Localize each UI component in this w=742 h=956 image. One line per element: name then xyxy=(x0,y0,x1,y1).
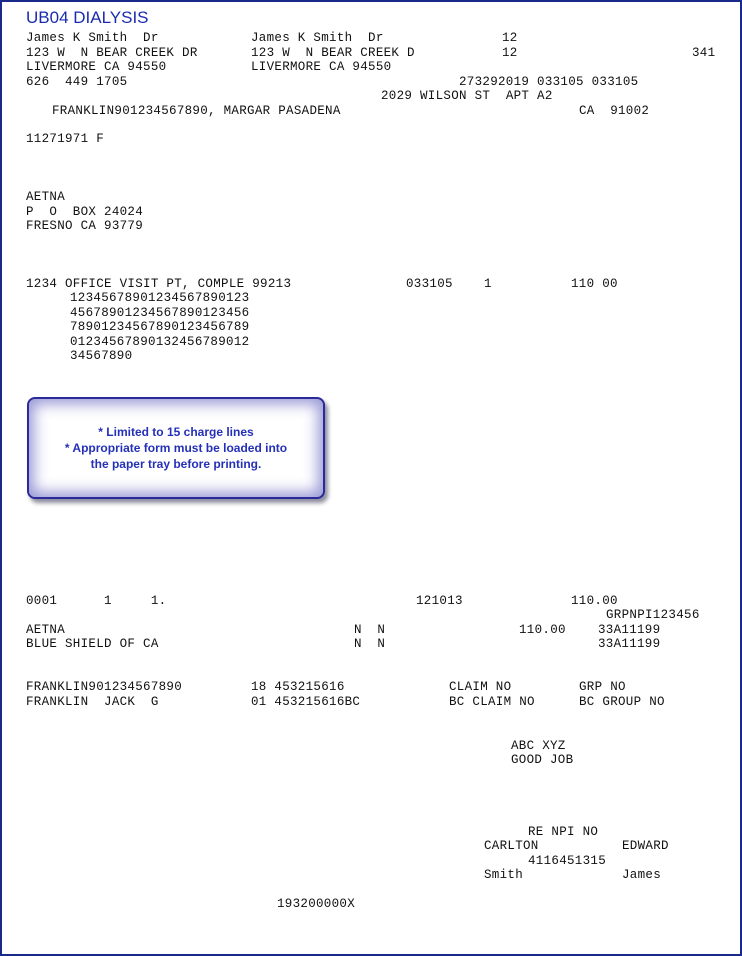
note-line-2: * Appropriate form must be loaded into xyxy=(64,441,288,455)
operating-first: James xyxy=(622,868,662,882)
insured-2-id: 01 453215616BC xyxy=(251,695,361,709)
patient-name-city: FRANKLIN901234567890, MARGAR PASADENA xyxy=(52,104,341,118)
insured-1-grp: GRP NO xyxy=(579,680,626,694)
insured-2-grp: BC GROUP NO xyxy=(579,695,665,709)
payer-a-amount: 110.00 xyxy=(519,623,566,637)
printing-note-box xyxy=(27,397,325,499)
total-page: 0001 1 1. xyxy=(26,594,167,608)
payer-b-flags: N N xyxy=(354,637,386,651)
insured-2-claim: BC CLAIM NO xyxy=(449,695,535,709)
payer-a-id: 33A11199 xyxy=(598,623,661,637)
charge-units: 1 xyxy=(484,277,492,291)
birthdate-sex: 11271971 F xyxy=(26,132,105,146)
payer-city: FRESNO CA 93779 xyxy=(26,219,144,233)
employer-1: ABC XYZ xyxy=(511,739,566,753)
insured-1-name: FRANKLIN901234567890 xyxy=(26,680,183,694)
charge-line-1: 1234 OFFICE VISIT PT, COMPLE 99213 xyxy=(26,277,292,291)
note-line-3: the paper tray before printing. xyxy=(90,457,262,471)
employer-2: GOOD JOB xyxy=(511,753,574,767)
patient-street: 2029 WILSON ST APT A2 xyxy=(381,89,553,103)
field-12-a: 12 xyxy=(502,31,518,45)
provider-city-1: LIVERMORE CA 94550 xyxy=(26,60,167,74)
attending-last: CARLTON xyxy=(484,839,539,853)
insured-2-name: FRANKLIN JACK G xyxy=(26,695,159,709)
insured-1-claim: CLAIM NO xyxy=(449,680,512,694)
field-12-b: 12 xyxy=(502,46,518,60)
operating-last: Smith xyxy=(484,868,524,882)
provider-addr-2: 123 W N BEAR CREEK D xyxy=(251,46,415,60)
payer-b-name: BLUE SHIELD OF CA xyxy=(26,637,159,651)
provider-phone: 626 449 1705 xyxy=(26,75,128,89)
payer-name: AETNA xyxy=(26,190,66,204)
field-341: 341 xyxy=(692,46,716,60)
group-npi: GRPNPI123456 xyxy=(606,608,700,622)
charge-desc-3: 78901234567890123456789 xyxy=(70,320,250,334)
charge-desc-4: 01234567890132456789012 xyxy=(70,335,250,349)
payer-a-name: AETNA xyxy=(26,623,66,637)
charge-desc-2: 45678901234567890123456 xyxy=(70,306,250,320)
attending-first: EDWARD xyxy=(622,839,669,853)
charge-desc-5: 34567890 xyxy=(70,349,133,363)
taxonomy-code: 193200000X xyxy=(277,897,356,911)
attending-npi-label: RE NPI NO xyxy=(528,825,599,839)
payer-a-flags: N N xyxy=(354,623,386,637)
charge-amount: 110 00 xyxy=(571,277,618,291)
attending-npi: 4116451315 xyxy=(528,854,607,868)
payer-box: P O BOX 24024 xyxy=(26,205,144,219)
charge-desc-1: 12345678901234567890123 xyxy=(70,291,250,305)
total-date: 121013 xyxy=(416,594,463,608)
insured-1-id: 18 453215616 xyxy=(251,680,345,694)
provider-name-1: James K Smith Dr xyxy=(26,31,159,45)
provider-city-2: LIVERMORE CA 94550 xyxy=(251,60,392,74)
patient-state-zip: CA 91002 xyxy=(579,104,650,118)
dates-line: 273292019 033105 033105 xyxy=(459,75,639,89)
provider-name-2: James K Smith Dr xyxy=(251,31,384,45)
total-amount: 110.00 xyxy=(571,594,618,608)
payer-b-id: 33A11199 xyxy=(598,637,661,651)
charge-date: 033105 xyxy=(406,277,453,291)
provider-addr-1: 123 W N BEAR CREEK DR xyxy=(26,46,198,60)
page-title: UB04 DIALYSIS xyxy=(26,8,149,27)
note-line-1: * Limited to 15 charge lines xyxy=(98,425,254,439)
